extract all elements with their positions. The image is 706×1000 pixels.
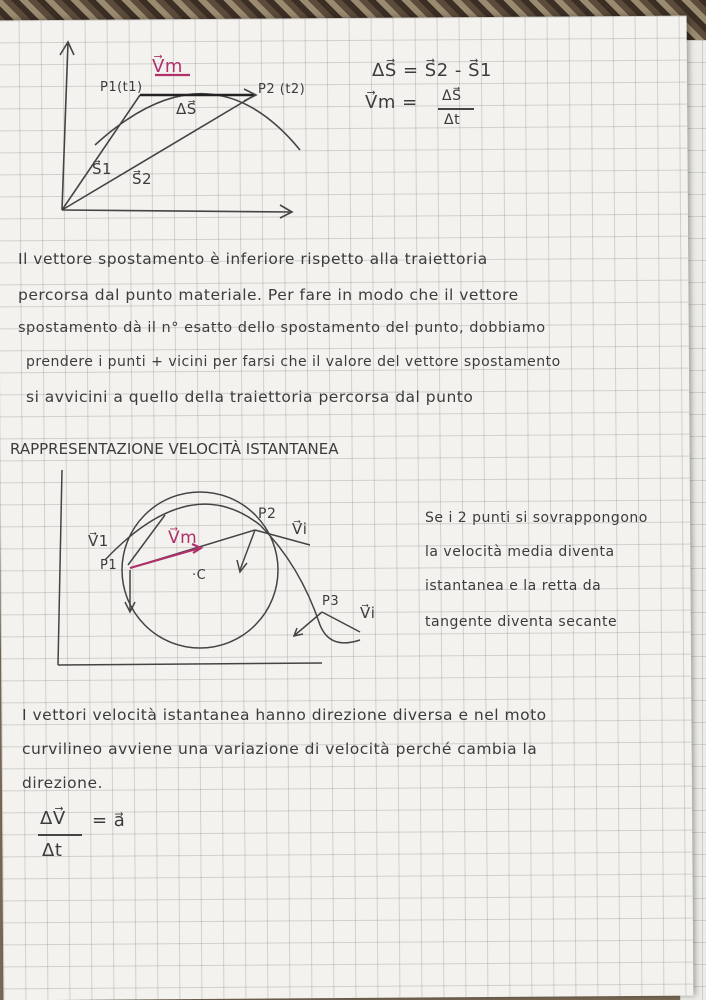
vector-p3-b — [322, 612, 360, 632]
paragraph1-line: spostamento dà il n° esatto dello spostamento del punto, dobbiamo — [18, 320, 546, 336]
paragraph1-line: percorsa dal punto materiale. Per fare in modo che il vettore — [18, 286, 519, 304]
diagram2-vm-label: V⃗m — [168, 528, 198, 548]
y-axis-2 — [58, 470, 62, 665]
formula-ds: ΔS⃗ = S⃗2 - S⃗1 — [372, 60, 492, 81]
paragraph2-line: I vettori velocità istantanea hanno direzione diversa e nel moto — [22, 706, 547, 724]
paragraph1-line: Il vettore spostamento è inferiore rispetto alla traiettoria — [18, 250, 488, 268]
fraction-bar-1 — [438, 108, 474, 110]
formula-vm-num: ΔS⃗ — [442, 88, 462, 104]
paragraph1-line: prendere i punti + vicini per farsi che il valore del vettore spostamento — [26, 354, 561, 370]
formula-vm-den: Δt — [444, 112, 461, 128]
paragraph2-line: direzione. — [22, 774, 103, 792]
diagram1-s1-label: S⃗1 — [92, 160, 113, 178]
diagram2-v1-label: V⃗1 — [88, 532, 109, 550]
trajectory-curve — [105, 504, 360, 643]
paragraph2-line: curvilineo avviene una variazione di velocità perché cambia la — [22, 740, 538, 758]
diagram2-vi2-label: V⃗i — [360, 604, 376, 622]
diagram1-p2-label: P2 (t2) — [258, 82, 306, 97]
side-note-line: istantanea e la retta da — [425, 578, 602, 594]
fraction-bar-2 — [38, 834, 82, 836]
formula-vm-left: V⃗m = — [365, 92, 418, 113]
paragraph1-line: si avvicini a quello della traiettoria percorsa dal punto — [26, 388, 474, 406]
side-note-line: tangente diventa secante — [425, 614, 618, 630]
diagram2-p2-label: P2 — [258, 506, 277, 522]
vector-down-p2 — [240, 530, 255, 570]
diagram1-s2-label: S⃗2 — [132, 170, 153, 188]
diagram2-p1-label: P1 — [100, 558, 118, 573]
vm-vector-2 — [130, 548, 200, 568]
diagram1-ds-label: ΔS⃗ — [176, 100, 197, 118]
section-heading: RAPPRESENTAZIONE VELOCITÀ ISTANTANEA — [10, 440, 339, 458]
vector-p3-a — [295, 612, 322, 635]
vector-s2 — [62, 95, 255, 210]
formula2-den: Δt — [42, 840, 63, 861]
diagram2-c-label: ·C — [192, 568, 207, 583]
formula2-num: ΔV⃗ — [40, 808, 66, 829]
side-note-line: la velocità media diventa — [425, 544, 615, 560]
tangent-v1 — [128, 515, 165, 565]
side-note-line: Se i 2 punti si sovrappongono — [425, 510, 648, 526]
y-axis — [62, 42, 68, 210]
trajectory-arc — [95, 94, 300, 150]
x-axis-2 — [58, 663, 322, 665]
x-axis — [62, 210, 290, 212]
diagram1-p1-label: P1(t1) — [100, 80, 143, 95]
diagram2-vi-label: V⃗i — [292, 520, 308, 538]
formula2-right: = a⃗ — [92, 810, 126, 831]
diagram2-p3-label: P3 — [322, 594, 340, 609]
diagram1-vm-label: V⃗m — [152, 56, 183, 77]
vector-s1 — [62, 95, 140, 210]
